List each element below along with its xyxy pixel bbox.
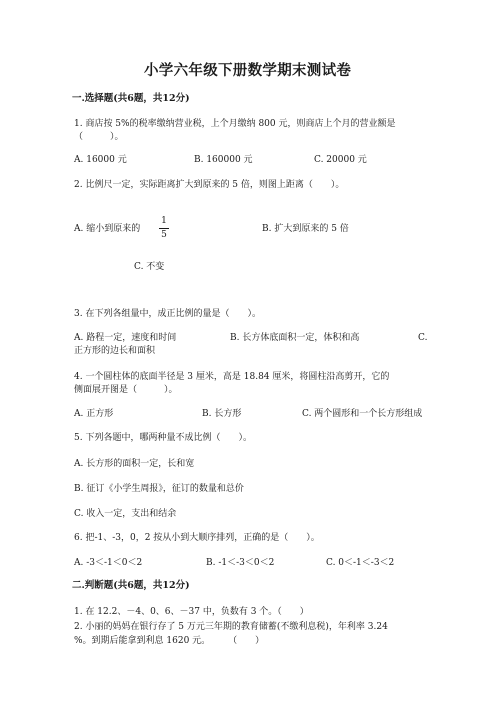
question-4-stem: 4. 一个圆柱体的底面半径是 3 厘米，高是 18.84 厘米，将圆柱沿高剪开，它的 — [74, 372, 390, 382]
question-3-option-c-text: 正方形的边长和面积 — [74, 346, 156, 356]
question-1-option-b: B. 160000 元 — [194, 155, 253, 165]
question-5-stem: 5. 下列各题中，哪两种量不成比例（ ）。 — [74, 433, 252, 443]
question-1-option-c: C. 20000 元 — [314, 155, 367, 165]
fraction-bar — [159, 228, 169, 229]
question-2-option-b: B. 扩大到原来的 5 倍 — [262, 224, 349, 234]
question-5-option-b: B. 征订《小学生周报》，征订的数量和总价 — [74, 484, 244, 494]
question-6-option-a: A. -3＜-1＜0＜2 — [74, 558, 143, 568]
judgement-1: 1. 在 12.2、－4、0、6、－37 中，负数有 3 个。（ ） — [74, 607, 309, 617]
fraction-numerator: 1 — [161, 216, 167, 226]
question-6-option-c: C. 0＜-1＜-3＜2 — [326, 558, 395, 568]
question-5-option-a: A. 长方形的面积一定，长和宽 — [74, 459, 195, 469]
question-4-option-c: C. 两个圆形和一个长方形组成 — [302, 409, 423, 419]
question-6-stem: 6. 把-1、-3，0，2 按从小到大顺序排列，正确的是（ ）。 — [74, 533, 320, 543]
question-5-option-c: C. 收入一定，支出和结余 — [74, 509, 177, 519]
judgement-2: 2. 小丽的妈妈在银行存了 5 万元三年期的教育储蓄(不缴利息税)，年利率 3.24 — [74, 622, 388, 632]
question-2-stem: 2. 比例尺一定，实际距离扩大到原来的 5 倍，则图上距离（ ）。 — [74, 180, 345, 190]
page-title: 小学六年级下册数学期末测试卷 — [144, 62, 352, 79]
question-3-option-a: A. 路程一定，速度和时间 — [74, 333, 177, 343]
question-3-option-c-label: C. — [418, 333, 428, 343]
question-3-option-b: B. 长方体底面积一定，体积和高 — [230, 333, 360, 343]
fraction-denominator: 5 — [161, 230, 167, 240]
question-2-option-c: C. 不变 — [134, 262, 165, 272]
question-2-option-a: A. 缩小到原来的 — [74, 224, 141, 234]
question-1-option-a: A. 16000 元 — [74, 155, 127, 165]
question-1-stem-cont: （ ）。 — [74, 132, 124, 142]
question-6-option-b: B. -1＜-3＜0＜2 — [206, 558, 275, 568]
question-3-stem: 3. 在下列各组量中，成正比例的量是（ ）。 — [74, 309, 261, 319]
question-1-stem: 1. 商店按 5%的税率缴纳营业税，上个月缴纳 800 元，则商店上个月的营业额是 — [74, 119, 396, 129]
question-2-fraction — [159, 217, 169, 240]
question-4-stem-cont: 侧面展开图是（ ）。 — [74, 385, 178, 395]
section-heading-judgement: 二.判断题(共6题，共12分) — [72, 580, 190, 591]
judgement-2-cont: %。到期后能拿到利息 1620 元。 （ ） — [74, 636, 265, 646]
section-heading-choice: 一.选择题(共6题，共12分) — [72, 93, 190, 104]
question-4-option-b: B. 长方形 — [202, 409, 242, 419]
question-4-option-a: A. 正方形 — [74, 409, 114, 419]
